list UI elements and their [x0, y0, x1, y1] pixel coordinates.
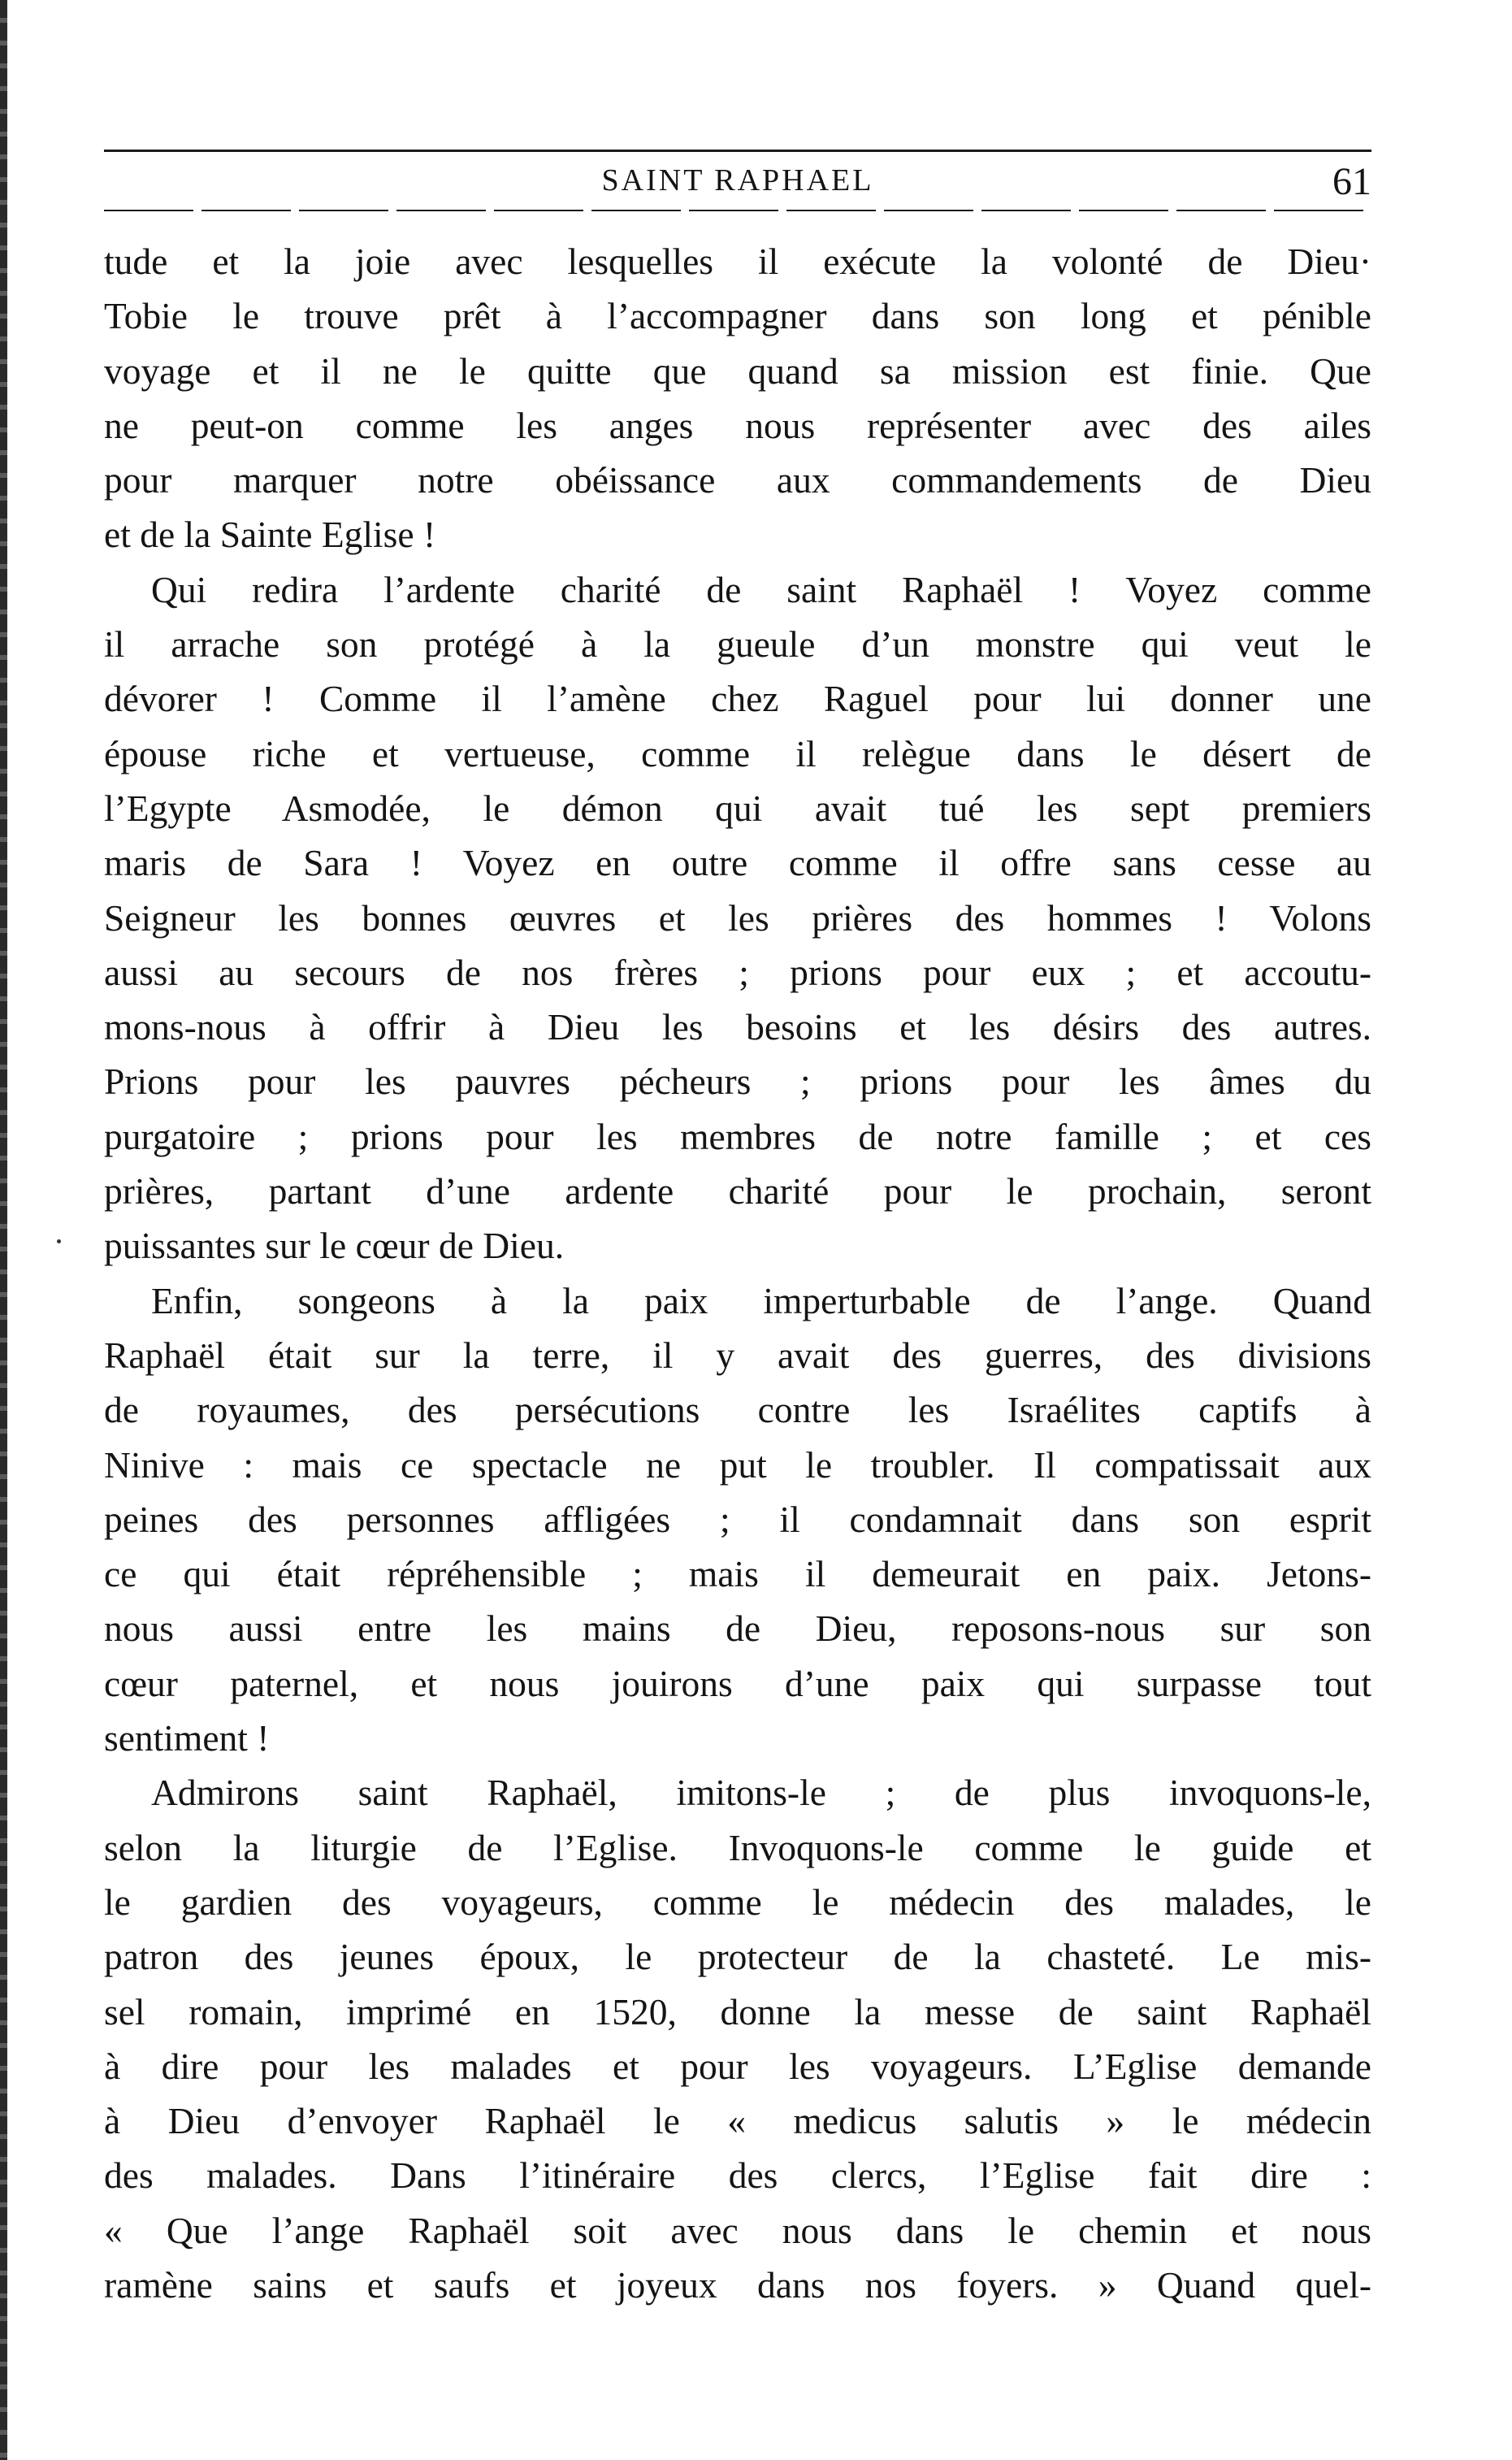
text-line: Ninive : mais ce spectacle ne put le troubler. Il compatissait aux	[104, 1443, 1371, 1486]
text-line: voyage et il ne le quitte que quand sa mission est finie. Que	[104, 349, 1371, 392]
text-line: tude et la joie avec lesquelles il exécute la volonté de Dieu·	[104, 241, 1371, 282]
text-line: peines des personnes affligées ; il condamnait dans son esprit	[104, 1498, 1371, 1540]
text-line: maris de Sara ! Voyez en outre comme il offre sans cesse au	[104, 842, 1371, 884]
text-line: nous aussi entre les mains de Dieu, reposons-nous sur son	[104, 1607, 1371, 1650]
text-line: pour marquer notre obéissance aux commandements de Dieu	[104, 459, 1371, 501]
text-line: Prions pour les pauvres pécheurs ; prions pour les âmes du	[104, 1061, 1371, 1103]
text-line: de royaumes, des persécutions contre les Israélites captifs à	[104, 1389, 1371, 1431]
text-line: et de la Sainte Eglise !	[104, 514, 436, 556]
text-line: le gardien des voyageurs, comme le médecin des malades, le	[104, 1881, 1371, 1923]
text-line: aussi au secours de nos frères ; prions pour eux ; et accoutu-	[104, 951, 1371, 993]
text-line: cœur paternel, et nous jouirons d’une paix qui surpasse tout	[104, 1662, 1371, 1704]
text-line: à dire pour les malades et pour les voyageurs. L’Eglise demande	[104, 2045, 1371, 2087]
scan-speck	[57, 1239, 61, 1243]
text-line: purgatoire ; prions pour les membres de notre famille ; et ces	[104, 1115, 1371, 1157]
text-line: sentiment !	[104, 1717, 270, 1759]
text-line: des malades. Dans l’itinéraire des clercs, l’Eglise fait dire :	[104, 2154, 1371, 2197]
text-line: selon la liturgie de l’Eglise. Invoquons-le comme le guide et	[104, 1826, 1371, 1868]
text-line: patron des jeunes époux, le protecteur de la chasteté. Le mis-	[104, 1936, 1371, 1978]
text-line: dévorer ! Comme il l’amène chez Raguel pour lui donner une	[104, 678, 1371, 720]
page-number: 61	[1332, 160, 1371, 203]
text-line: prières, partant d’une ardente charité pour le prochain, seront	[104, 1170, 1371, 1213]
text-line: ne peut-on comme les anges nous représenter avec des ailes	[104, 404, 1371, 446]
text-line: ramène sains et saufs et joyeux dans nos foyers. » Quand quel-	[104, 2263, 1371, 2306]
text-line: Admirons saint Raphaël, imitons-le ; de plus invoquons-le,	[151, 1772, 1371, 1814]
text-line: Tobie le trouve prêt à l’accompagner dans son long et pénible	[104, 295, 1371, 337]
text-line: ce qui était répréhensible ; mais il demeurait en paix. Jetons-	[104, 1553, 1371, 1595]
text-line: à Dieu d’envoyer Raphaël le « medicus salutis » le médecin	[104, 2100, 1371, 2142]
text-line: il arrache son protégé à la gueule d’un monstre qui veut le	[104, 623, 1371, 666]
header-rule-top	[104, 150, 1371, 152]
book-page	[104, 138, 1371, 2306]
text-line: Qui redira l’ardente charité de saint Raphaël ! Voyez comme	[151, 568, 1371, 610]
text-line: l’Egypte Asmodée, le démon qui avait tué les sept premiers	[104, 787, 1371, 829]
text-line: puissantes sur le cœur de Dieu.	[104, 1225, 565, 1267]
scan-binding-edge	[0, 0, 7, 2460]
header-rule-bottom	[104, 210, 1371, 211]
text-line: Enfin, songeons à la paix imperturbable de l’ange. Quand	[151, 1279, 1371, 1321]
text-line: épouse riche et vertueuse, comme il relègue dans le désert de	[104, 732, 1371, 774]
text-line: mons-nous à offrir à Dieu les besoins et les désirs des autres.	[104, 1006, 1371, 1048]
text-line: sel romain, imprimé en 1520, donne la messe de saint Raphaël	[104, 1990, 1371, 2033]
text-line: Raphaël était sur la terre, il y avait des guerres, des divisions	[104, 1334, 1371, 1376]
body-text	[104, 234, 1371, 2312]
running-title: SAINT RAPHAEL	[601, 163, 874, 197]
text-line: Seigneur les bonnes œuvres et les prières des hommes ! Volons	[104, 896, 1371, 939]
text-line: « Que l’ange Raphaël soit avec nous dans le chemin et nous	[104, 2209, 1371, 2251]
running-header	[104, 138, 1371, 211]
